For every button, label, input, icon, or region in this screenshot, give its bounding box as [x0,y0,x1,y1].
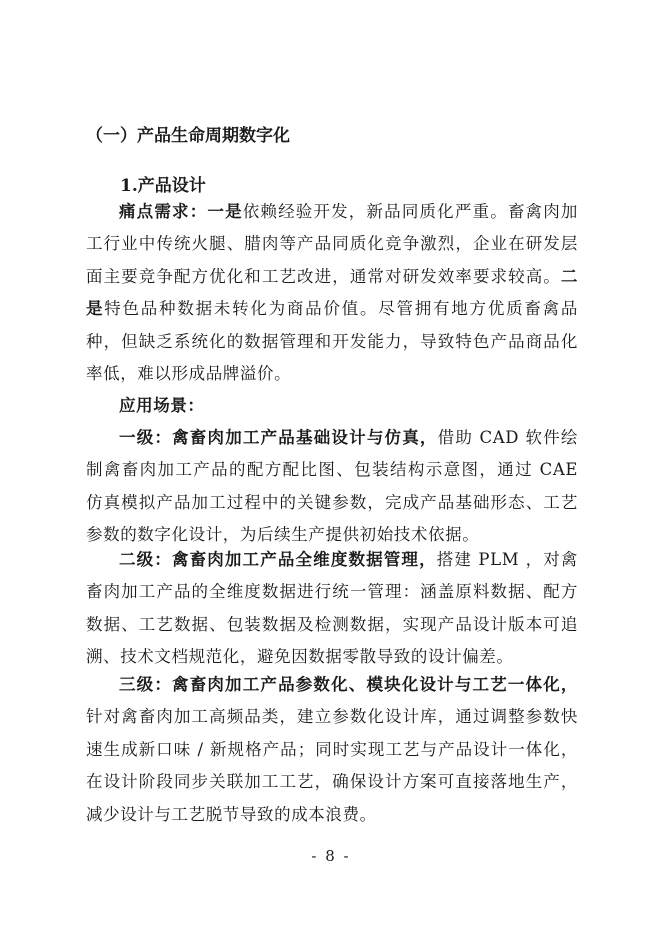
scenarios-heading [86,390,578,422]
level-2-text: 搭建 PLM ，对禽畜肉加工产品的全维度数据进行统一管理：涵盖原料数据、配方数据、工艺数据、包装数据及检测数据，实现产品设计版本可追溯、技术文档规范化，避免因数据零散导致的设计偏差。 [86,550,578,667]
level-1-text: 借助 CAD 软件绘制禽畜肉加工产品的配方配比图、包装结构示意图，通过 CAE 仿真模拟产品加工过程中的关键参数，完成产品基础形态、工艺参数的数字化设计，为后续生产提供初始技术依据。 [86,428,578,545]
level-3-text: 针对禽畜肉加工高频品类，建立参数化设计库，通过调整参数快速生成新口味 / 新规格产品；同时实现工艺与产品设计一体化，在设计阶段同步关联加工工艺，确保设计方案可直接落地生产，减少设计与工艺脱节导致的成本浪费。 [86,707,578,824]
page-number: - 8 - [311,847,351,865]
level-1-paragraph [86,422,578,552]
section-title: （一）产品生命周期数字化 [86,126,290,146]
first-point-marker: 一是 [207,202,243,221]
level-2-paragraph [86,544,578,674]
first-point-text: 依赖经验开发，新品同质化严重。畜禽肉加工行业中传统火腿、腊肉等产品同质化竞争激烈，企业在研发层面主要竞争配方优化和工艺改进，通常对研发效率要求较高。 [86,202,579,286]
second-point-text: 特色品种数据未转化为商品价值。尽管拥有地方优质畜禽品种，但缺乏系统化的数据管理和开发能力，导致特色产品商品化率低，难以形成品牌溢价。 [86,299,578,384]
subsection-title: 1.产品设计 [120,176,206,196]
pain-points-label: 痛点需求： [119,202,208,221]
level-2-title: 二级：禽畜肉加工产品全维度数据管理， [119,550,437,569]
level-1-title: 一级：禽畜肉加工产品基础设计与仿真， [119,428,438,447]
level-3-title: 三级：禽畜肉加工产品参数化、模块化设计与工艺一体化， [119,675,578,694]
level-3-paragraph [86,669,578,831]
second-point-marker: 二是 [86,266,578,319]
pain-points-paragraph [86,196,578,390]
scenarios-label: 应用场景： [119,396,205,415]
